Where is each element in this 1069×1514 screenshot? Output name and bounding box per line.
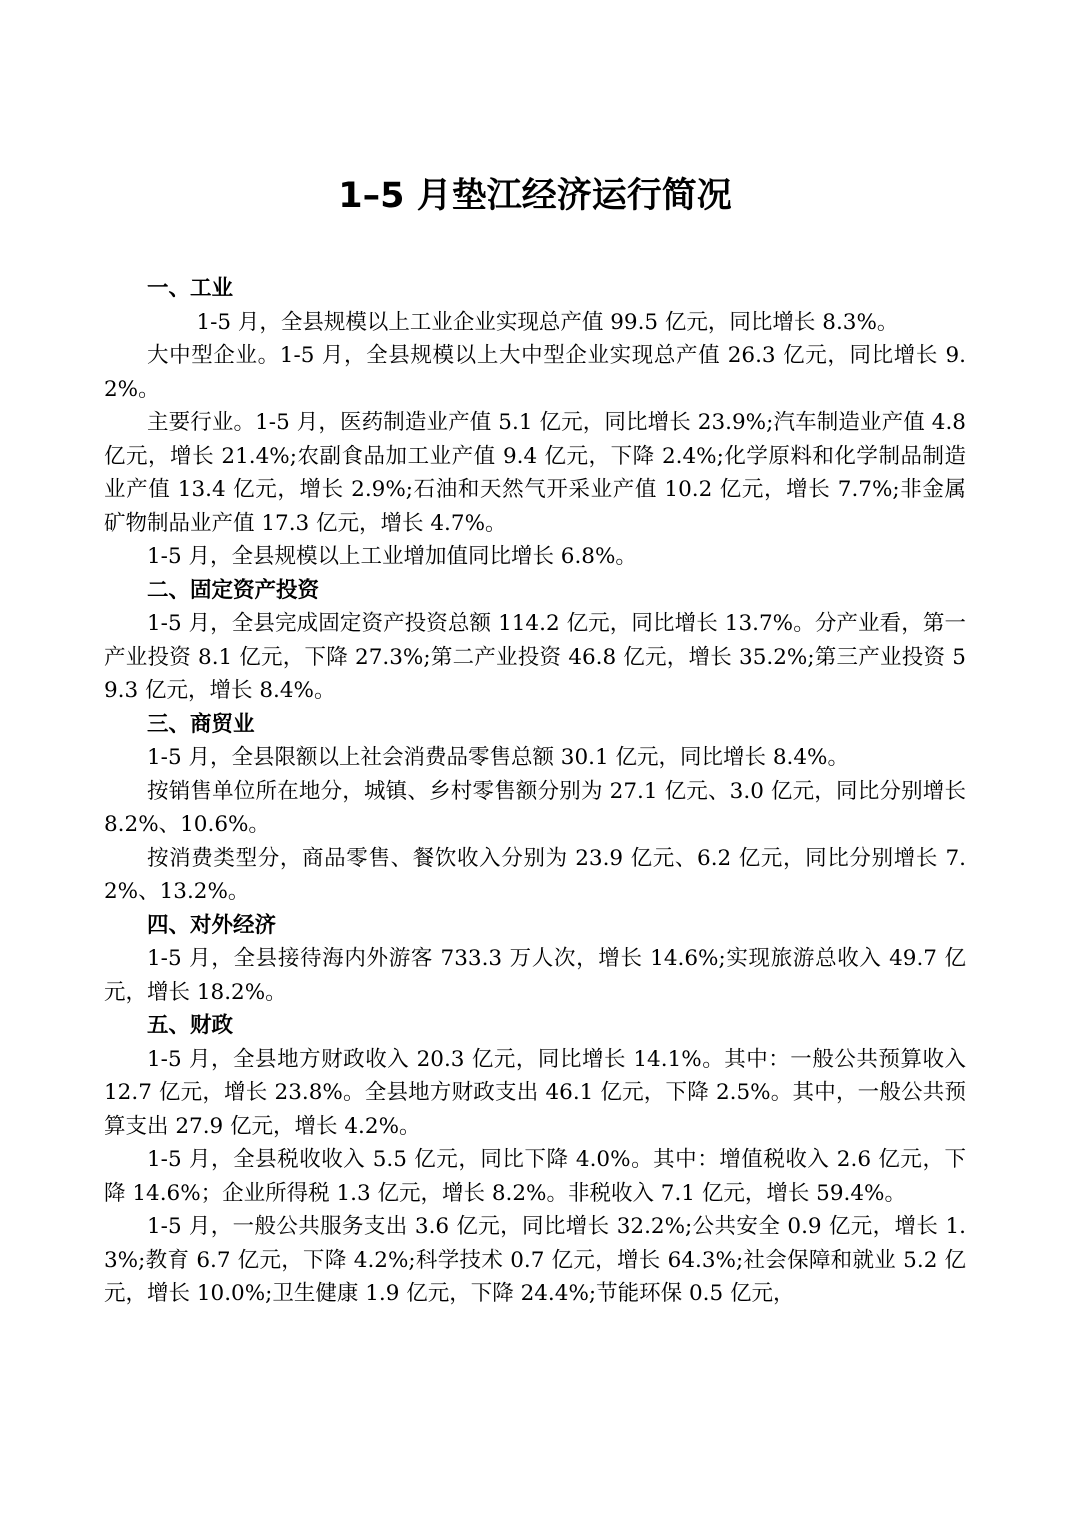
paragraph: 大中型企业。1-5 月，全县规模以上大中型企业实现总产值 26.3 亿元，同比增长 9.2%。: [104, 343, 966, 402]
paragraph: 1-5 月，全县限额以上社会消费品零售总额 30.1 亿元，同比增长 8.4%。: [147, 745, 849, 770]
paragraph: 1-5 月，全县完成固定资产投资总额 114.2 亿元，同比增长 13.7%。分产业看，第一产业投资 8.1 亿元，下降 27.3%;第二产业投资 46.8 亿元，增长 35.2%;第三产业投资 59.3 亿元，增长 8.4%。: [104, 611, 966, 703]
paragraph: 1-5 月，全县税收收入 5.5 亿元，同比下降 4.0%。其中：增值税收入 2.6 亿元，下降 14.6%；企业所得税 1.3 亿元，增长 8.2%。非税收入 7.1 亿元，增长 59.4%。: [104, 1147, 966, 1206]
paragraph: 1-5 月，全县地方财政收入 20.3 亿元，同比增长 14.1%。其中：一般公共预算收入 12.7 亿元，增长 23.8%。全县地方财政支出 46.1 亿元，下降 2.5%。其中，一般公共预算支出 27.9 亿元，增长 4.2%。: [104, 1046, 966, 1139]
paragraph: 1-5 月，全县规模以上工业企业实现总产值 99.5 亿元，同比增长 8.3%。: [196, 309, 899, 335]
section-heading: 一、工业: [147, 276, 234, 301]
document-title: 1–5 月垫江经济运行简况: [338, 176, 732, 216]
section-heading: 五、财政: [147, 1013, 234, 1038]
section-heading: 三、商贸业: [147, 711, 255, 737]
paragraph: 主要行业。1-5 月，医药制造业产值 5.1 亿元，同比增长 23.9%;汽车制造业产值 4.8 亿元，增长 21.4%;农副食品加工业产值 9.4 亿元，下降 2.4%;化学原料和化学制品制造业产值 13.4 亿元，增长 2.9%;石油和天然气开采业产值 10.2 亿元，增长 7.7%;非金属矿物制品业产值 17.3 亿元，增长 4.7%。: [104, 410, 966, 536]
paragraph: 1-5 月，全县接待海内外游客 733.3 万人次，增长 14.6%;实现旅游总收入 49.7 亿元，增长 18.2%。: [104, 946, 966, 1005]
paragraph: 1-5 月，一般公共服务支出 3.6 亿元，同比增长 32.2%;公共安全 0.9 亿元，增长 1.3%;教育 6.7 亿元，下降 4.2%;科学技术 0.7 亿元，增长 64.3%;社会保障和就业 5.2 亿元，增长 10.0%;卫生健康 1.9 亿元，下降 24.4%;节能环保 0.5 亿元，: [104, 1214, 966, 1306]
section-heading: 四、对外经济: [147, 912, 277, 938]
paragraph: 1-5 月，全县规模以上工业增加值同比增长 6.8%。: [147, 544, 637, 569]
paragraph: 按销售单位所在地分，城镇、乡村零售额分别为 27.1 亿元、3.0 亿元，同比分别增长 8.2%、10.6%。: [104, 778, 966, 837]
section-heading: 二、固定资产投资: [147, 577, 320, 603]
paragraph: 按消费类型分，商品零售、餐饮收入分别为 23.9 亿元、6.2 亿元，同比分别增长 7.2%、13.2%。: [104, 845, 966, 904]
document-body: [104, 272, 966, 1311]
